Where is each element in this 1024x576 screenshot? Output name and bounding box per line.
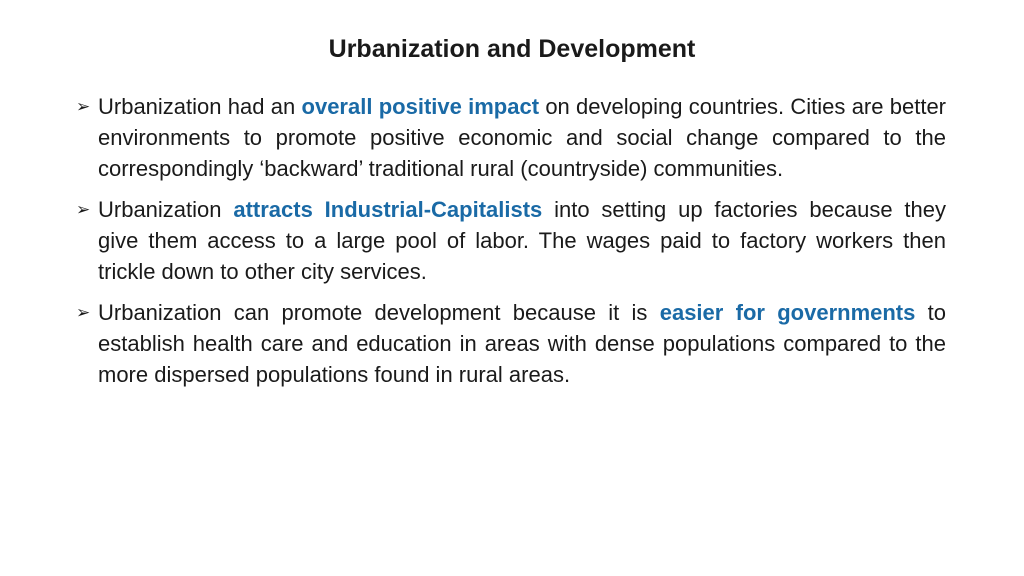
bullet-text-before: Urbanization: [98, 197, 234, 222]
bullet-list: [76, 91, 946, 400]
bullet-text-after: to establish health care and education in areas with dense populations compared to the more dispersed populations found in rural areas.: [98, 300, 947, 387]
bullet-item-industrial-capitalists: [76, 194, 946, 287]
bullet-text-after: into setting up factories because they give them access to a large pool of labor. The wages paid to factory workers then trickle down to other city services.: [98, 197, 946, 284]
arrow-bullet-icon: ➢: [76, 200, 91, 219]
bullet-text-after: on developing countries. Cities are better environments to promote positive economic and social change compared to the correspondingly ‘backward’ traditional rural (countryside) communities.: [98, 94, 947, 181]
arrow-bullet-icon: ➢: [76, 97, 91, 116]
arrow-bullet-icon: ➢: [76, 303, 91, 322]
bullet-text-before: Urbanization had an: [98, 94, 302, 119]
bullet-highlight: easier for governments: [659, 300, 916, 325]
bullet-item-governments: [76, 297, 946, 390]
bullet-highlight: attracts Industrial-Capitalists: [233, 197, 543, 222]
bullet-item-overall-impact: [76, 91, 946, 184]
bullet-text-before: Urbanization can promote development because it is: [98, 300, 660, 325]
bullet-highlight: overall positive impact: [301, 94, 540, 119]
slide-title: Urbanization and Development: [328, 35, 696, 63]
